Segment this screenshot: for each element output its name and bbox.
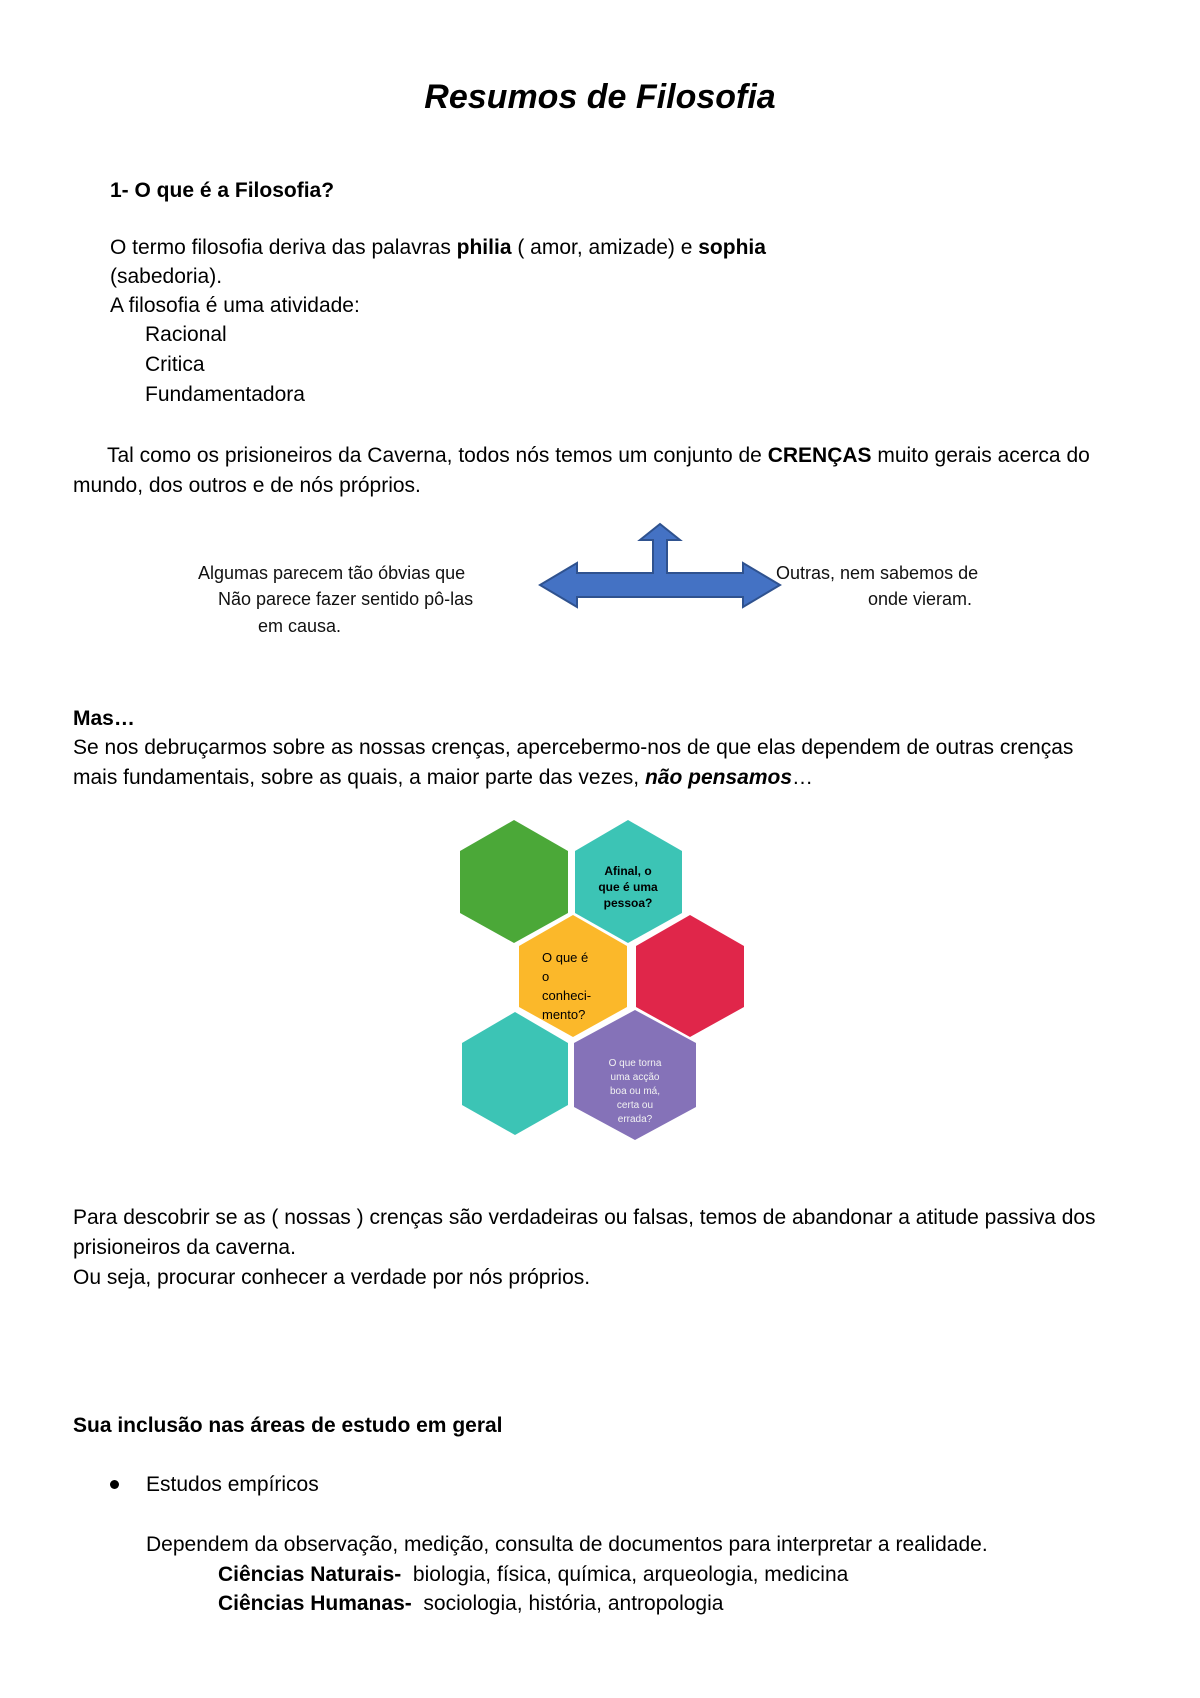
hex-line: uma acção [610, 1072, 660, 1083]
text: Tal como os prisioneiros da Caverna, todos nós temos um conjunto de [107, 444, 768, 467]
science-line-human [218, 1589, 723, 1618]
activity-intro: A filosofia é uma atividade: [110, 294, 360, 317]
bullet-item: Estudos empíricos [146, 1473, 319, 1496]
paragraph-etymology [110, 233, 766, 262]
activity-item: Racional [145, 323, 227, 346]
science-list: sociologia, história, antropologia [411, 1592, 724, 1615]
description: Dependem da observação, medição, consulta de documentos para interpretar a realidade. [146, 1533, 988, 1556]
hex-line: O que é [542, 950, 589, 965]
hex-line: o [542, 969, 550, 984]
left-caption-line: Não parece fazer sentido pô-las [218, 589, 474, 609]
hex-line: mento? [542, 1007, 586, 1022]
text: ( amor, amizade) e [511, 236, 699, 259]
activity-item: Fundamentadora [145, 383, 305, 406]
bold-term-sophia: sophia [698, 236, 766, 259]
section-heading: Sua inclusão nas áreas de estudo em geral [73, 1414, 503, 1437]
hexagon-label-conhecimento [542, 948, 591, 1024]
conclusion-line: prisioneiros da caverna. [73, 1236, 296, 1259]
left-caption-line: Algumas parecem tão óbvias que [198, 563, 466, 583]
hex-line: pessoa? [603, 896, 653, 910]
activity-item: Critica [145, 353, 205, 376]
section-heading: 1- O que é a Filosofia? [110, 179, 335, 202]
hex-line: Afinal, o [604, 864, 652, 878]
mas-heading: Mas… [73, 707, 135, 730]
text: mais fundamentais, sobre as quais, a maior parte das vezes, [73, 766, 645, 789]
text: muito gerais acerca do [871, 444, 1090, 467]
paragraph-beliefs-cont: mundo, dos outros e de nós próprios. [73, 474, 421, 497]
paragraph-beliefs [107, 441, 1090, 470]
hexagon-diagram [460, 815, 760, 1160]
science-label: Ciências Humanas- [218, 1592, 412, 1615]
mas-line: Se nos debruçarmos sobre as nossas crenças, apercebermo-nos de que elas dependem de outras crenças [73, 736, 1074, 759]
page-title: Resumos de Filosofia [424, 78, 776, 116]
conclusion-line: Para descobrir se as ( nossas ) crenças são verdadeiras ou falsas, temos de abandonar a atitude passiva dos [73, 1206, 1096, 1229]
hex-line: conheci- [542, 988, 592, 1003]
hex-line: errada? [617, 1114, 653, 1125]
right-caption-line: onde vieram. [868, 589, 973, 609]
science-list: biologia, física, química, arqueologia, medicina [401, 1563, 849, 1586]
hexagon-label-pessoa [576, 863, 680, 911]
mas-line [73, 763, 813, 792]
text: … [792, 766, 813, 789]
hexagon-red [636, 915, 744, 1037]
emphasis-text: não pensamos [644, 766, 792, 789]
science-label: Ciências Naturais- [218, 1563, 402, 1586]
hex-line: boa ou má, [609, 1086, 661, 1097]
hexagon-teal-bottom [462, 1012, 568, 1135]
bold-term-crencas: CRENÇAS [767, 444, 872, 467]
conclusion-line: Ou seja, procurar conhecer a verdade por nós próprios. [73, 1266, 591, 1289]
science-line-natural [218, 1560, 848, 1589]
hexagon-green [460, 820, 568, 943]
three-way-arrow-icon [535, 520, 795, 620]
bold-term-philia: philia [456, 236, 512, 259]
hexagon-label-accao [580, 1057, 690, 1127]
left-caption-line: em causa. [258, 616, 342, 636]
hex-line: que é uma [598, 880, 658, 894]
hex-line: O que torna [608, 1058, 662, 1069]
paragraph-etymology-cont: (sabedoria). [110, 265, 223, 288]
hex-line: certa ou [616, 1100, 654, 1111]
text: O termo filosofia deriva das palavras [110, 236, 457, 259]
bullet-icon [110, 1480, 119, 1489]
right-caption-line: Outras, nem sabemos de [776, 563, 979, 583]
